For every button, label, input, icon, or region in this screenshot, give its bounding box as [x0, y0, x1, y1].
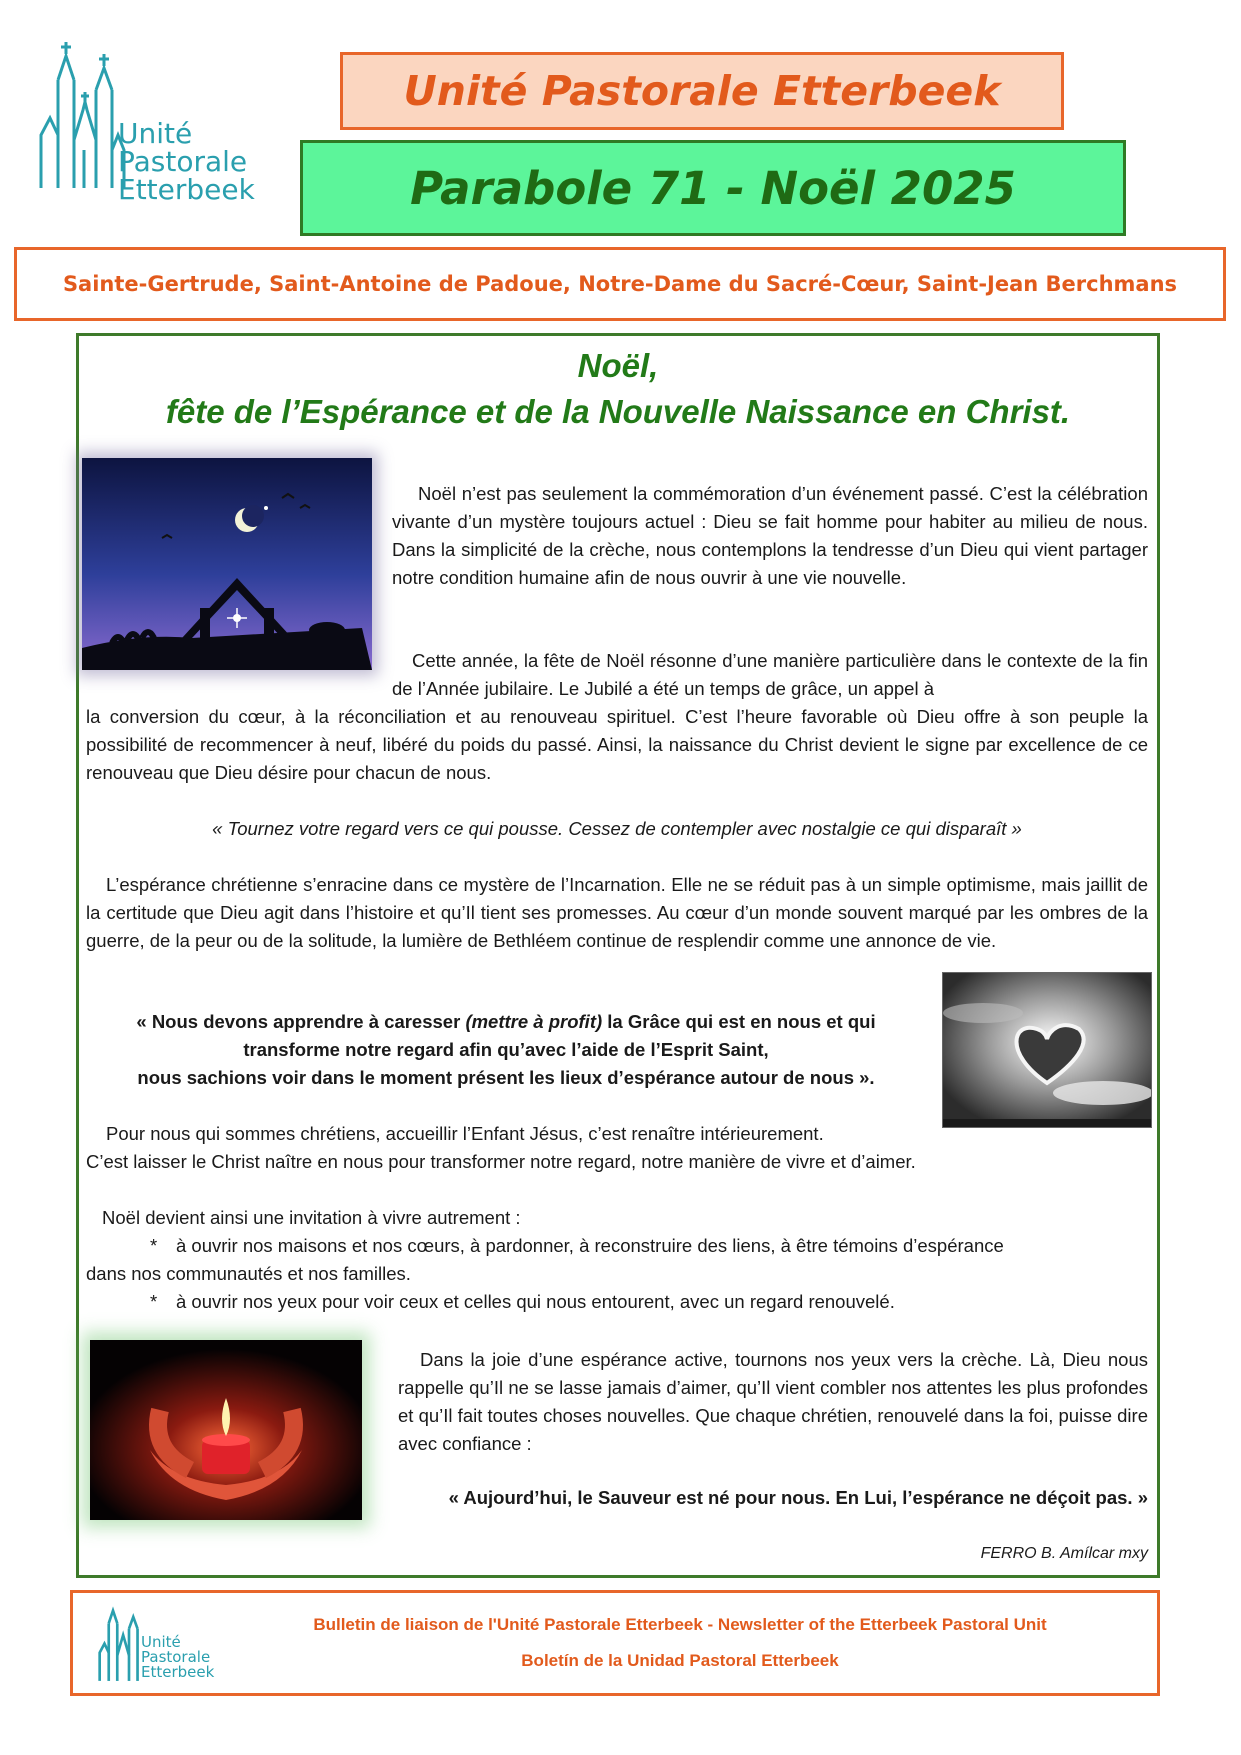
- bullet-2: à ouvrir nos yeux pour voir ceux et celles qui nous entourent, avec un regard renouvelé.: [176, 1291, 895, 1312]
- paragraph-1: Noël n’est pas seulement la commémoration d’un événement passé. C’est la célébration vivante d’un mystère toujours actuel : Dieu se fait homme pour habiter au milieu de nous. Dans la simplicité de la crèche, nous contemplons la tendresse d’un Dieu qui vient partager notre condition humaine afin de nous ouvrir à une vie nouvelle.: [392, 483, 1148, 588]
- quote-grace-line-1: « Nous devons apprendre à caresser (mettre à profit) la Grâce qui est en nous et qui: [136, 1011, 876, 1032]
- logo-line-2: Pastorale: [118, 145, 248, 178]
- logo-line-3: Etterbeek: [118, 173, 255, 206]
- quote-grace-line-3: nous sachions voir dans le moment présent les lieux d’espérance autour de nous ».: [137, 1067, 875, 1088]
- quote-grace: [86, 1008, 926, 1092]
- signature: FERRO B. Amílcar mxy: [980, 1545, 1148, 1562]
- logo: [36, 40, 255, 206]
- paragraph-6: Dans la joie d’une espérance active, tournons nos yeux vers la crèche. Là, Dieu nous rappelle qu’Il ne se lasse jamais d’aimer, qu’Il vient combler nos attentes les plus profondes et qu’Il fait toutes choses nouvelles. Que chaque chrétien, renouvelé dans la foi, puisse dire avec confiance :: [398, 1349, 1148, 1454]
- logo-line-1: Unité: [118, 117, 193, 150]
- bullet-1-continuation: dans nos communautés et nos familles.: [86, 1263, 411, 1284]
- issue-title: Parabole 71 - Noël 2025: [300, 140, 1126, 236]
- article-heading-1: Noël,: [577, 347, 659, 384]
- paragraph-5-intro: Noël devient ainsi une invitation à vivre autrement :: [102, 1207, 521, 1228]
- parish-list: Sainte-Gertrude, Saint-Antoine de Padoue, Notre-Dame du Sacré-Cœur, Saint-Jean Berchmans: [14, 247, 1226, 321]
- footer-logo: [97, 1599, 217, 1691]
- quote-sauveur: « Aujourd’hui, le Sauveur est né pour nous. En Lui, l’espérance ne déçoit pas. »: [448, 1487, 1148, 1508]
- bullet-2-mark: *: [150, 1291, 158, 1312]
- bullet-1-mark: *: [150, 1235, 158, 1256]
- paragraph-3: L’espérance chrétienne s’enracine dans ce mystère de l’Incarnation. Elle ne se réduit pas à un simple optimisme, mais jaillit de la certitude que Dieu agit dans l’histoire et qu’Il tient ses promesses. Au cœur d’un monde souvent marqué par les ombres de la guerre, de la peur ou de la solitude, la lumière de Bethléem continue de resplendir comme une annonce de vie.: [86, 874, 1148, 951]
- church-spires-icon: [36, 40, 126, 190]
- newsletter-title: Unité Pastorale Etterbeek: [340, 52, 1064, 130]
- quote-tournez: « Tournez votre regard vers ce qui pousse. Cessez de contempler avec nostalgie ce qui disparaît »: [212, 818, 1022, 839]
- candle-hands-image: [90, 1340, 362, 1520]
- article-heading-2: fête de l’Espérance et de la Nouvelle Naissance en Christ.: [165, 393, 1071, 430]
- footer-logo-line-1: Unité: [141, 1633, 181, 1651]
- paragraph-2b: la conversion du cœur, à la réconciliation et au renouveau spirituel. C’est l’heure favorable où Dieu offre à son peuple la possibilité de recommencer à neuf, libéré du poids du passé. Ainsi, la naissance du Christ devient le signe par excellence de ce renouveau que Dieu désire pour chacun de nous.: [86, 706, 1148, 783]
- paragraph-2a: Cette année, la fête de Noël résonne d’une manière particulière dans le contexte de la fin de l’Année jubilaire. Le Jubilé a été un temps de grâce, un appel à: [392, 650, 1148, 699]
- footer-logo-line-3: Etterbeek: [141, 1663, 215, 1681]
- paragraph-4-line-2: C’est laisser le Christ naître en nous pour transformer notre regard, notre manière de vivre et d’aimer.: [86, 1151, 916, 1172]
- footer-line-2: Boletín de la Unidad Pastoral Etterbeek: [521, 1651, 839, 1670]
- paragraph-4-line-1: Pour nous qui sommes chrétiens, accueillir l’Enfant Jésus, c’est renaître intérieurement.: [106, 1123, 824, 1144]
- footer-logo-line-2: Pastorale: [141, 1648, 211, 1666]
- quote-grace-line-2: transforme notre regard afin qu’avec l’aide de l’Esprit Saint,: [243, 1039, 769, 1060]
- bullet-1: à ouvrir nos maisons et nos cœurs, à pardonner, à reconstruire des liens, à être témoins d’espérance: [176, 1235, 1004, 1256]
- nativity-image: [82, 458, 372, 670]
- heart-cloud-image: [942, 972, 1152, 1128]
- footer: [70, 1590, 1160, 1696]
- church-spires-icon: [97, 1599, 145, 1685]
- footer-line-1: Bulletin de liaison de l'Unité Pastorale Etterbeek - Newsletter of the Etterbeek Pastoral Unit: [313, 1615, 1047, 1634]
